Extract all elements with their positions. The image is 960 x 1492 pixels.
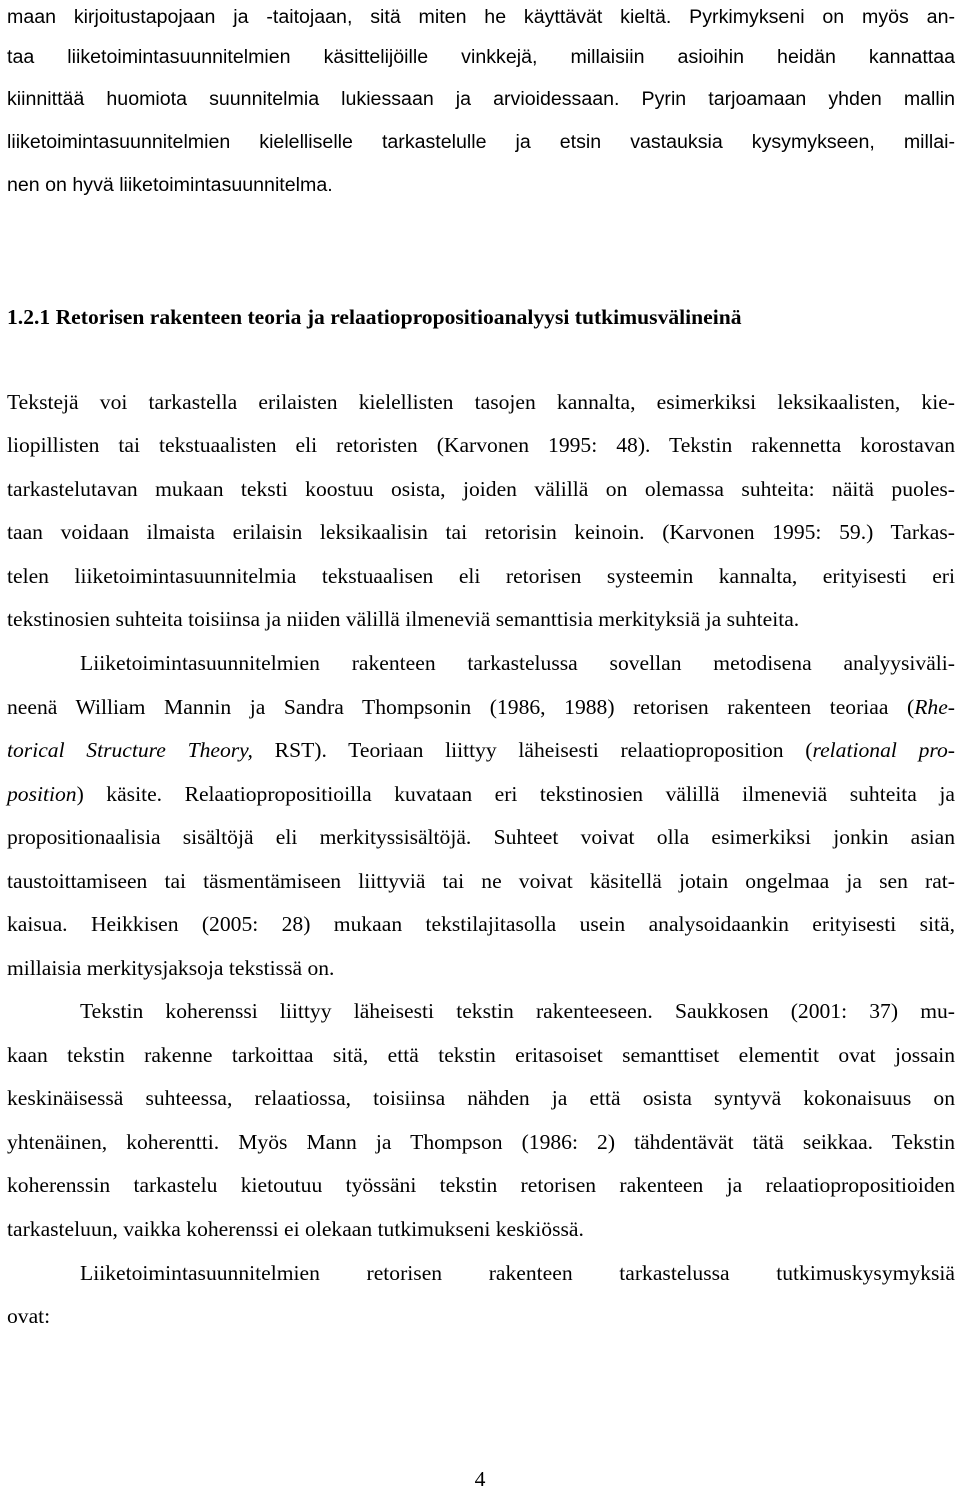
paragraph3-line-5: koherenssin tarkastelu kietoutuu työssäni tekstin retorisen rakenteen ja relaatiopropositioiden bbox=[7, 1173, 955, 1197]
paragraph1-line-2: liopillisten tai tekstuaalisten eli retoristen (Karvonen 1995: 48). Tekstin rakennetta korostavan bbox=[7, 433, 955, 457]
paragraph4-line-2: ovat: bbox=[7, 1304, 51, 1328]
intro-line-1: maan kirjoitustapojaan ja -taitojaan, sitä miten he käyttävät kieltä. Pyrkimykseni on myös an- bbox=[7, 6, 955, 28]
section-heading: 1.2.1 Retorisen rakenteen teoria ja relaatiopropositioanalyysi tutkimusvälineinä bbox=[7, 305, 742, 329]
intro-line-3: kiinnittää huomiota suunnitelmia lukiessaan ja arvioidessaan. Pyrin tarjoamaan yhden mallin bbox=[7, 88, 955, 110]
intro-line-5: nen on hyvä liiketoimintasuunnitelma. bbox=[7, 174, 333, 196]
intro-line-4: liiketoimintasuunnitelmien kielelliselle tarkastelulle ja etsin vastauksia kysymykseen, millai- bbox=[7, 131, 955, 153]
paragraph3-line-4: yhtenäinen, koherentti. Myös Mann ja Thompson (1986: 2) tähdentävät tätä seikkaa. Tekstin bbox=[7, 1130, 955, 1154]
paragraph2-line-8: millaisia merkitysjaksoja tekstissä on. bbox=[7, 956, 335, 980]
paragraph1-line-5: telen liiketoimintasuunnitelmia tekstuaalisen eli retorisen systeemin kannalta, erityisesti eri bbox=[7, 564, 955, 588]
page-number: 4 bbox=[474, 1467, 486, 1491]
paragraph2-line-2-italic: Rhe- bbox=[914, 695, 955, 719]
paragraph2-line-4 bbox=[7, 777, 955, 811]
paragraph3-line-3: keskinäisessä suhteessa, relaatiossa, toisiinsa nähden ja että osista syntyvä kokonaisuus on bbox=[7, 1086, 955, 1110]
paragraph2-line-4-text: ) käsite. Relaatiopropositioilla kuvataan eri tekstinosien välillä ilmeneviä suhteita ja bbox=[76, 782, 955, 806]
paragraph2-line-4-italic: position bbox=[7, 782, 77, 806]
paragraph2-line-3-text: RST). Teoriaan liittyy läheisesti relaatioproposition ( bbox=[252, 738, 813, 762]
paragraph2-line-3-italic: torical Structure Theory, bbox=[7, 738, 253, 762]
paragraph3-line-1: Tekstin koherenssi liittyy läheisesti tekstin rakenteeseen. Saukkosen (2001: 37) mu- bbox=[80, 999, 955, 1023]
paragraph1-line-1: Tekstejä voi tarkastella erilaisten kielellisten tasojen kannalta, esimerkiksi leksikaalisten, kie- bbox=[7, 390, 955, 414]
paragraph2-line-1: Liiketoimintasuunnitelmien rakenteen tarkastelussa sovellan metodisena analyysiväli- bbox=[80, 651, 955, 675]
paragraph3-line-6: tarkasteluun, vaikka koherenssi ei olekaan tutkimukseni keskiössä. bbox=[7, 1217, 584, 1241]
paragraph2-line-7: kaisua. Heikkisen (2005: 28) mukaan tekstilajitasolla usein analysoidaankin erityisesti sitä, bbox=[7, 912, 955, 936]
paragraph2-line-2-text: neenä William Mannin ja Sandra Thompsonin (1986, 1988) retorisen rakenteen teoriaa ( bbox=[7, 695, 915, 719]
paragraph3-line-2: kaan tekstin rakenne tarkoittaa sitä, että tekstin eritasoiset semanttiset elementit ovat jossain bbox=[7, 1043, 955, 1067]
paragraph2-line-6: taustoittamiseen tai täsmentämiseen liittyviä tai ne voivat käsitellä jotain ongelmaa ja sen rat- bbox=[7, 869, 955, 893]
paragraph4-line-1: Liiketoimintasuunnitelmien retorisen rakenteen tarkastelussa tutkimuskysymyksiä bbox=[80, 1261, 955, 1285]
paragraph1-line-3: tarkastelutavan mukaan teksti koostuu osista, joiden välillä on olemassa suhteita: näitä puoles- bbox=[7, 477, 955, 501]
paragraph2-line-3-italic-2: relational pro- bbox=[812, 738, 955, 762]
paragraph2-line-5: propositionaalisia sisältöjä eli merkityssisältöjä. Suhteet voivat olla esimerkiksi jonkin asian bbox=[7, 825, 955, 849]
intro-line-2: taa liiketoimintasuunnitelmien käsittelijöille vinkkejä, millaisiin asioihin heidän kannattaa bbox=[7, 46, 955, 68]
paragraph2-line-2 bbox=[7, 690, 955, 724]
paragraph2-line-3 bbox=[7, 733, 955, 767]
paragraph1-line-6: tekstinosien suhteita toisiinsa ja niiden välillä ilmeneviä semanttisia merkityksiä ja suhteita. bbox=[7, 607, 800, 631]
paragraph1-line-4: taan voidaan ilmaista erilaisin leksikaalisin tai retorisin keinoin. (Karvonen 1995: 59.) Tarkas- bbox=[7, 520, 955, 544]
